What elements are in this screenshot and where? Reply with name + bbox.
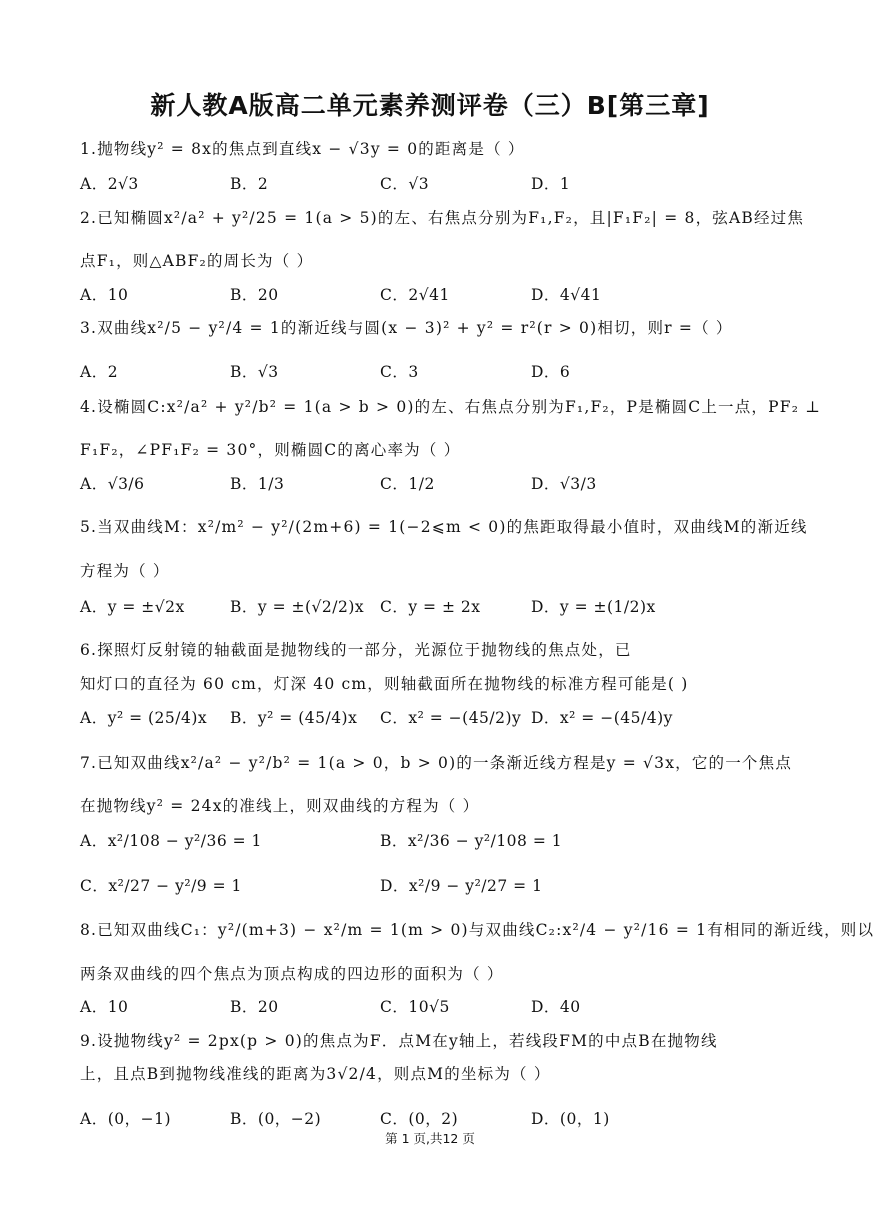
option-b: B．x²/36 − y²/108 = 1 (380, 832, 563, 850)
question-4-options (80, 472, 782, 496)
option-b: B．1/3 (230, 475, 285, 493)
option-c: C．x² = −(45/2)y (380, 709, 522, 727)
question-3: 3.双曲线x²/5 − y²/4 = 1的渐近线与圆(x − 3)² + y² = r²(r > 0)相切，则r =（ ） (80, 319, 733, 337)
option-d: D．6 (531, 363, 571, 381)
option-a: A．10 (80, 998, 129, 1016)
question-2-line-1: 2.已知椭圆x²/a² + y²/25 = 1(a > 5)的左、右焦点分别为F₁,F₂，且|F₁F₂| = 8，弦AB经过焦 (80, 209, 805, 227)
option-b: B．√3 (230, 363, 279, 381)
option-b: B．y² = (45/4)x (230, 709, 358, 727)
question-4-line-1: 4.设椭圆C:x²/a² + y²/b² = 1(a > b > 0)的左、右焦点分别为F₁,F₂，P是椭圆C上一点，PF₂ ⊥ (80, 398, 822, 416)
option-b: B．20 (230, 998, 279, 1016)
option-c: C．x²/27 − y²/9 = 1 (80, 877, 242, 895)
question-9-options (80, 1107, 782, 1131)
option-b: B．(0，−2) (230, 1110, 322, 1128)
page-title: 新人教A版高二单元素养测评卷（三）B[第三章] (150, 91, 710, 120)
question-3-options (80, 360, 782, 384)
question-7-options-row-2 (80, 874, 782, 898)
option-b: B．y = ±(√2/2)x (230, 598, 365, 616)
option-c: C．3 (380, 363, 419, 381)
option-b: B．20 (230, 286, 279, 304)
option-d: D．y = ±(1/2)x (531, 598, 656, 616)
option-d: D．40 (531, 998, 581, 1016)
question-7-line-2: 在抛物线y² = 24x的准线上，则双曲线的方程为（ ） (80, 797, 480, 815)
option-a: A．(0，−1) (80, 1110, 171, 1128)
question-6-line-2: 知灯口的直径为 60 cm，灯深 40 cm，则轴截面所在抛物线的标准方程可能是( ) (80, 675, 689, 693)
option-a: A．y = ±√2x (80, 598, 185, 616)
option-b: B．2 (230, 175, 269, 193)
question-2-line-2: 点F₁，则△ABF₂的周长为（ ） (80, 252, 314, 270)
question-5-line-1: 5.当双曲线M：x²/m² − y²/(2m+6) = 1(−2⩽m < 0)的焦距取得最小值时，双曲线M的渐近线 (80, 518, 808, 536)
page-footer: 第 1 页,共12 页 (385, 1131, 475, 1146)
question-9-line-2: 上，且点B到抛物线准线的距离为3√2/4，则点M的坐标为（ ） (80, 1065, 551, 1083)
option-a: A．x²/108 − y²/36 = 1 (80, 832, 262, 850)
question-8-options (80, 995, 782, 1019)
question-4-line-2: F₁F₂，∠PF₁F₂ = 30°，则椭圆C的离心率为（ ） (80, 441, 461, 459)
option-c: C．10√5 (380, 998, 450, 1016)
option-a: A．10 (80, 286, 129, 304)
option-d: D．4√41 (531, 286, 602, 304)
question-8-line-1: 8.已知双曲线C₁：y²/(m+3) − x²/m = 1(m > 0)与双曲线C₂:x²/4 − y²/16 = 1有相同的渐近线，则以 (80, 921, 874, 939)
option-d: D．(0，1) (531, 1110, 610, 1128)
option-d: D．x²/9 − y²/27 = 1 (380, 877, 543, 895)
option-d: D．1 (531, 175, 571, 193)
option-d: D．√3/3 (531, 475, 597, 493)
question-7-options-row-1 (80, 829, 782, 853)
option-a: A．y² = (25/4)x (80, 709, 208, 727)
question-5-options (80, 595, 782, 619)
option-c: C．(0，2) (380, 1110, 459, 1128)
option-c: C．1/2 (380, 475, 435, 493)
option-a: A．2√3 (80, 175, 139, 193)
question-1-options (80, 172, 782, 196)
question-7-line-1: 7.已知双曲线x²/a² − y²/b² = 1(a > 0，b > 0)的一条渐近线方程是y = √3x，它的一个焦点 (80, 754, 793, 772)
question-6-line-1: 6.探照灯反射镜的轴截面是抛物线的一部分，光源位于抛物线的焦点处，已 (80, 641, 632, 659)
option-c: C．2√41 (380, 286, 450, 304)
option-a: A．2 (80, 363, 119, 381)
option-d: D．x² = −(45/4)y (531, 709, 673, 727)
question-2-options (80, 283, 782, 307)
question-8-line-2: 两条双曲线的四个焦点为顶点构成的四边形的面积为（ ） (80, 965, 504, 983)
question-9-line-1: 9.设抛物线y² = 2px(p > 0)的焦点为F．点M在y轴上，若线段FM的中点B在抛物线 (80, 1032, 718, 1050)
option-c: C．y = ± 2x (380, 598, 481, 616)
question-6-options (80, 706, 782, 730)
question-5-line-2: 方程为（ ） (80, 562, 170, 580)
option-c: C．√3 (380, 175, 430, 193)
option-a: A．√3/6 (80, 475, 145, 493)
question-1: 1.抛物线y² = 8x的焦点到直线x − √3y = 0的距离是（ ） (80, 140, 525, 158)
